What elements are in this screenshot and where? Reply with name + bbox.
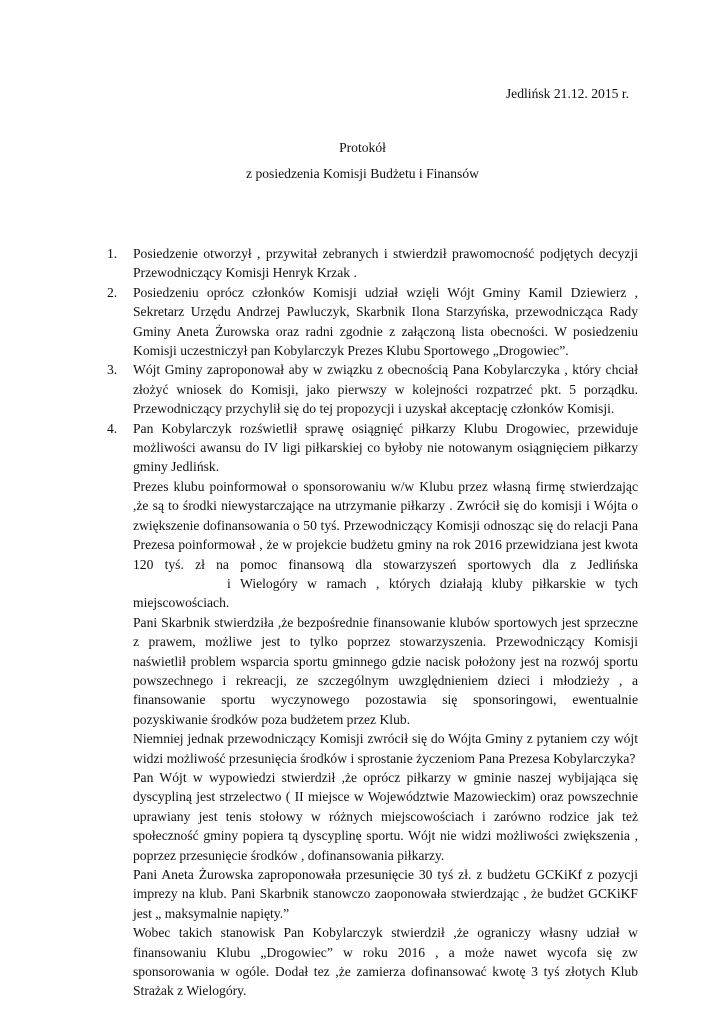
item-paragraph: Posiedzenie otworzył , przywitał zebranych i stwierdził prawomocność podjętych decyzji Przewodniczący Komisji Henryk Krzak .: [133, 246, 638, 281]
protocol-item-1: [107, 244, 638, 283]
protocol-item-2: [107, 283, 638, 361]
item-paragraph: Wójt Gminy zaproponował aby w związku z obecnością Pana Kobylarczyka , który chciał złożyć wniosek do Komisji, jako pierwszy w kolejności rozpatrzeć pkt. 5 porządku. Przewodniczący przychylił się do tej propozycji i uzyskał akceptację członków Komisji.: [133, 362, 638, 417]
item-paragraph: Niemniej jednak przewodniczący Komisji zwrócił się do Wójta Gminy z pytaniem czy wójt widzi możliwość przesunięcia środków i sprostanie życzeniom Pana Prezesa Kobylarczyka?: [133, 731, 638, 766]
protocol-item-4: [107, 419, 638, 1001]
item-paragraph-text: Prezes klubu poinformował o sponsorowaniu w/w Klubu przez własną firmę stwierdzając ,że są to środki niewystarczające na utrzymanie piłkarzy . Zwrócił się do komisji i Wójta o zwiększenie dofinansowania o 50 tyś. Przewodniczący Komisji odnosząc się do relacji Pana Prezesa poinformował , że w projekcie budżetu gminy na rok 2016 przewidziana jest kwota 120 tyś. zł na pomoc finansową dla stowarzyszeń sportowych dla z Jedlińska: [133, 478, 638, 572]
item-paragraph: Pani Skarbnik stwierdziła ,że bezpośrednie finansowanie klubów sportowych jest sprzeczne z prawem, możliwe jest to tylko poprzez stowarzyszenia. Przewodniczący Komisji naświetlił problem wsparcia sportu gminnego gdzie nacisk położony jest na rozwój sportu powszechnego i rekreacji, ze szczególnym uwzględnieniem dzieci i młodzieży , a finansowanie sportu wyczynowego pozostawia się sponsoringowi, ewentualnie pozyskiwanie środków poza budżetem przez Klub.: [133, 614, 638, 727]
document-title: Protokół: [339, 140, 386, 155]
item-number: 2.: [107, 284, 118, 300]
item-number: 1.: [107, 246, 118, 261]
item-paragraph: Pani Aneta Żurowska zaproponowała przesunięcie 30 tyś zł. z budżetu GCKiKf z pozycji imprezy na klub. Pani Skarbnik stanowczo zaoponowała stwierdzając , że budżet GCKiKF jest „ maksymalnie napięty.”: [133, 867, 638, 921]
item-paragraph-continuation: i Wielogóry w ramach , których działają kluby piłkarskie w tych miejscowościach.: [133, 575, 638, 611]
item-number: 3.: [107, 362, 118, 378]
item-paragraph: Wobec takich stanowisk Pan Kobylarczyk stwierdził ,że ograniczy własny udział w finansowaniu Klubu „Drogowiec” w roku 2016 , a może nawet wycofa się zw sponsorowania w ogóle. Dodał tez ,że zamierza dofinansować kwotę 3 tyś złotych Klub Strażak z Wielogóry.: [133, 925, 638, 999]
item-paragraph: Posiedzeniu oprócz członków Komisji udział wzięli Wójt Gminy Kamil Dziewierz , Sekretarz Urzędu Andrzej Pawluczyk, Skarbnik Ilona Starzyńska, przewodnicząca Rady Gminy Aneta Żurowska oraz radni zgodnie z załączoną lista obecności. W posiedzeniu Komisji uczestniczył pan Kobylarczyk Prezes Klubu Sportowego „Drogowiec”.: [133, 284, 638, 359]
document-date: Jedlińsk 21.12. 2015 r.: [505, 86, 629, 101]
item-paragraph: [133, 477, 638, 613]
document-subtitle: z posiedzenia Komisji Budżetu i Finansów: [246, 166, 479, 181]
protocol-items-list: [107, 244, 638, 1001]
item-paragraph: Pan Kobylarczyk rozświetlił sprawę osiągnięć piłkarzy Klubu Drogowiec, przewiduje możliwości awansu do IV ligi piłkarskiej co byłoby nie notowanym osiągnięciem piłkarzy gminy Jedlińsk.: [133, 420, 638, 475]
protocol-item-3: [107, 360, 638, 418]
item-number: 4.: [107, 420, 118, 436]
item-paragraph: Pan Wójt w wypowiedzi stwierdził ,że oprócz piłkarzy w gminie naszej wybijająca się dyscypliną jest strzelectwo ( II miejsce w Województwie Mazowieckim) oraz powszechnie uprawiany jest tenis stołowy w różnych miejscowościach i zarówno rodzice jak też społeczność gminy popiera tą dyscyplinę sportu. Wójt nie widzi możliwości zwiększenia , poprzez przesunięcie środków , dofinansowania piłkarzy.: [133, 769, 638, 863]
